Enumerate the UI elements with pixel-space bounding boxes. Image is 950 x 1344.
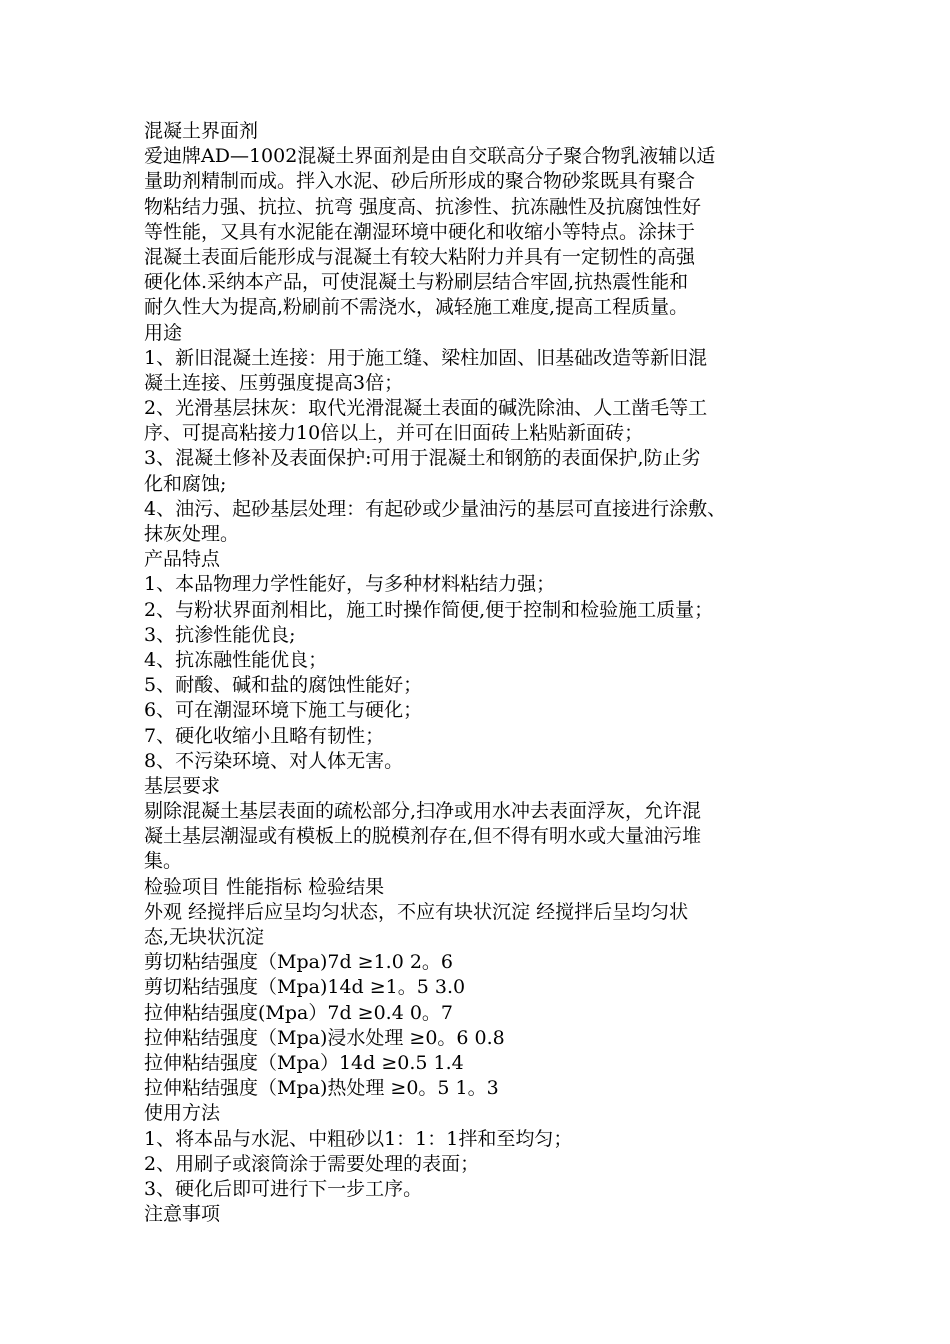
section-heading: 产品特点 xyxy=(144,548,221,571)
text-line: 拉伸粘结强度（Mpa)热处理 ≥0。5 1。3 xyxy=(144,1077,499,1100)
text-line: 集。 xyxy=(144,850,183,873)
text-line: 硬化体.采纳本产品，可使混凝土与粉刷层结合牢固,抗热震性能和 xyxy=(144,271,689,294)
text-line: 2、用刷子或滚筒涂于需要处理的表面； xyxy=(144,1152,480,1175)
text-line: 爱迪牌AD—1002混凝土界面剂是由自交联高分子聚合物乳液辅以适 xyxy=(144,145,716,168)
text-line: 剪切粘结强度（Mpa)14d ≥1。5 3.0 xyxy=(144,976,466,999)
text-line: 量助剂精制而成。拌入水泥、砂后所形成的聚合物砂浆既具有聚合 xyxy=(144,170,696,193)
text-line: 拉伸粘结强度(Mpa）7d ≥0.4 0。7 xyxy=(144,1001,454,1024)
text-line: 外观 经搅拌后应呈均匀状态，不应有块状沉淀 经搅拌后呈均匀状 xyxy=(144,900,689,923)
text-line: 2、与粉状界面剂相比，施工时操作简便,便于控制和检验施工质量； xyxy=(144,598,714,621)
text-line: 3、混凝土修补及表面保护:可用于混凝土和钢筋的表面保护,防止劣 xyxy=(144,447,701,470)
section-heading: 用途 xyxy=(144,321,183,344)
text-line: 1、新旧混凝土连接：用于施工缝、梁柱加固、旧基础改造等新旧混 xyxy=(144,346,708,369)
text-line: 剪切粘结强度（Mpa)7d ≥1.0 2。6 xyxy=(144,951,454,974)
text-line: 8、不污染环境、对人体无害。 xyxy=(144,749,404,772)
text-line: 凝土基层潮湿或有模板上的脱模剂存在,但不得有明水或大量油污堆 xyxy=(144,825,702,848)
document-page xyxy=(144,119,824,1227)
text-line: 7、硬化收缩小且略有韧性； xyxy=(144,724,385,747)
section-heading: 混凝土界面剂 xyxy=(144,120,259,142)
text-line: 抹灰处理。 xyxy=(144,523,240,545)
text-line: 序、可提高粘接力10倍以上，并可在旧面砖上粘贴新面砖； xyxy=(144,422,644,445)
text-line: 检验项目 性能指标 检验结果 xyxy=(144,875,385,898)
section-heading: 注意事项 xyxy=(144,1203,221,1226)
section-heading: 使用方法 xyxy=(144,1102,221,1125)
text-line: 1、将本品与水泥、中粗砂以1：1：1拌和至均匀； xyxy=(144,1127,573,1150)
text-line: 6、可在潮湿环境下施工与硬化； xyxy=(144,699,423,722)
text-line: 耐久性大为提高,粉刷前不需浇水，减轻施工难度,提高工程质量。 xyxy=(144,296,689,319)
text-line: 凝土连接、压剪强度提高3倍； xyxy=(144,371,404,394)
text-line: 4、油污、起砂基层处理：有起砂或少量油污的基层可直接进行涂敷、 xyxy=(144,497,727,520)
text-line: 2、光滑基层抹灰：取代光滑混凝土表面的碱洗除油、人工凿毛等工 xyxy=(144,397,708,420)
section-heading: 基层要求 xyxy=(144,774,221,797)
text-line: 剔除混凝土基层表面的疏松部分,扫净或用水冲去表面浮灰，允许混 xyxy=(144,800,702,823)
text-line: 3、抗渗性能优良; xyxy=(144,623,296,646)
text-line: 混凝土表面后能形成与混凝土有较大粘附力并具有一定韧性的高强 xyxy=(144,245,696,268)
text-line: 等性能，又具有水泥能在潮湿环境中硬化和收缩小等特点。涂抹于 xyxy=(144,220,696,243)
text-line: 3、硬化后即可进行下一步工序。 xyxy=(144,1177,423,1200)
text-line: 拉伸粘结强度（Mpa)浸水处理 ≥0。6 0.8 xyxy=(144,1026,505,1049)
text-line: 态,无块状沉淀 xyxy=(144,926,265,948)
text-line: 4、抗冻融性能优良； xyxy=(144,648,328,671)
text-line: 化和腐蚀; xyxy=(144,472,227,495)
text-line: 5、耐酸、碱和盐的腐蚀性能好； xyxy=(144,674,423,697)
text-line: 拉伸粘结强度（Mpa）14d ≥0.5 1.4 xyxy=(144,1051,464,1074)
text-line: 物粘结力强、抗拉、抗弯 强度高、抗渗性、抗冻融性及抗腐蚀性好 xyxy=(144,195,702,218)
text-line: 1、本品物理力学性能好，与多种材料粘结力强； xyxy=(144,573,556,596)
